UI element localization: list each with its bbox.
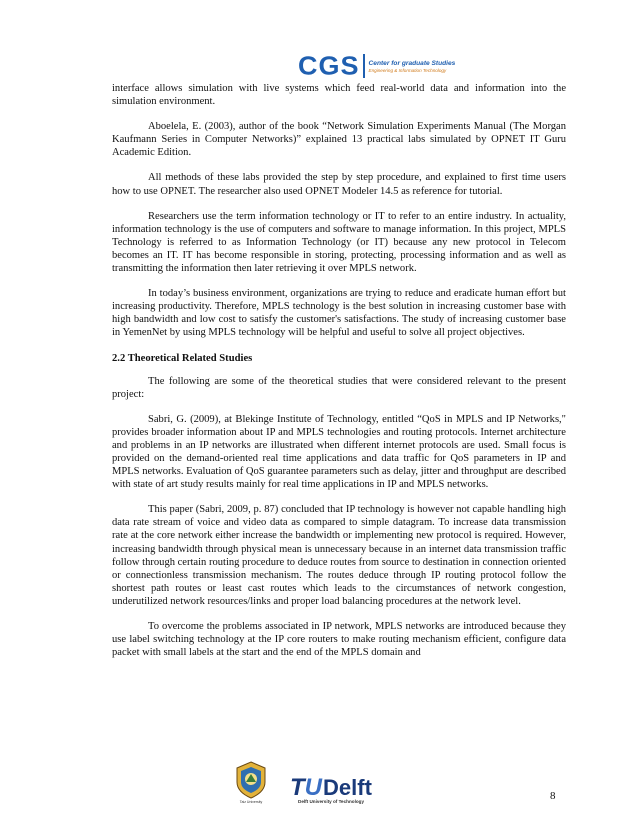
tudelft-logo: [290, 774, 372, 804]
cgs-logo: [298, 52, 455, 80]
paragraph-8: This paper (Sabri, 2009, p. 87) concluded that IP technology is however not capable handling high data rate stream of voice and video data as compared to simple datagram. To increase data transmission rate at the core network either increase the bandwidth or implementing new protocol is required. However, increasing bandwidth through physical mean is unnecessary because in an internet data transmission traffic follow through certain routing procedure to deduce routes from source to destination in connection oriented or connectionless transmission mechanism. The routes deduce through IP routing protocol follow the shortest path routes or least cast routes which leads to the circumstances of network congestion, underutilized network resources/links and proper load balancing procedures at the network level.: [112, 504, 566, 607]
cgs-logo-subtitle: [369, 59, 456, 74]
paragraph-2: Aboelela, E. (2003), author of the book “Network Simulation Experiments Manual (The Morgan Kaufmann Series in Computer Networks)” explained 13 practical labs simulated by OPNET IT Guru Academic Edition.: [112, 121, 566, 159]
cgs-logo-text: CGS: [298, 51, 360, 81]
body-text: [112, 82, 566, 671]
tudelft-wordmark: [290, 774, 372, 801]
tudelft-u-icon: U: [304, 774, 323, 801]
paragraph-3: All methods of these labs provided the step by step procedure, and explained to first time users how to use OPNET. The researcher also used OPNET Modeler 14.5 as reference for tutorial.: [112, 172, 566, 197]
taiz-emblem-icon: [232, 760, 270, 800]
taiz-caption: Taiz University: [239, 800, 263, 804]
section-heading: 2.2 Theoretical Related Studies: [112, 352, 253, 364]
paragraph-7: Sabri, G. (2009), at Blekinge Institute of Technology, entitled “QoS in MPLS and IP Networks," provides broader information about IP and MPLS technologies and routing protocols. Internet architecture and problems in an IP networks are illustrated when different internet protocols are used. Small focus is provided on the demand-oriented real time applications and data traffic for QoS parameters in IP and MPLS networks. Evaluation of QoS guarantee parameters such as delay, jitter and throughput are described with state of art study results mainly for real time applications in IP and MPLS networks.: [112, 413, 566, 491]
paragraph-6: The following are some of the theoretical studies that were considered relevant to the present project:: [112, 375, 566, 400]
paragraph-5: In today’s business environment, organizations are trying to reduce and eradicate human effort but increasing productivity. Therefore, MPLS technology is the best solution in increasing customer base with high bandwidth and low cost to satisfy the customer's satisfactions. The study of increasing customer base in YemenNet by using MPLS technology will be helpful and useful to solve all project objectives.: [112, 288, 566, 339]
paragraph-4: Researchers use the term information technology or IT to refer to an entire industry. In actuality, information technology is the use of computers and software to manage information. In this project, MPLS Technology is referred to as Information Technology (or IT) because any new protocol in Telecom becomes an IT. IT has become responsible in storing, protecting, processing information and as well as transmitting the information then later retrieving it over MPLS network.: [112, 210, 566, 275]
tudelft-word: Delft: [323, 775, 372, 800]
cgs-logo-line2: Engineering & Information Technology: [368, 67, 447, 73]
logo-divider: [363, 54, 365, 78]
paragraph-1: interface allows simulation with live systems which feed real-world data and information into the simulation environment.: [112, 83, 566, 108]
footer-logos: [232, 758, 372, 804]
cgs-logo-line1: Center for graduate Studies: [368, 59, 456, 67]
paragraph-9: To overcome the problems associated in IP network, MPLS networks are introduced because they use label switching technology at the IP core routers to make routing mechanism efficient, configure data packet with small labels at the start and the end of the MPLS domain and: [112, 621, 566, 659]
tudelft-subtitle: Delft University of Technology: [298, 799, 365, 804]
taiz-university-logo: [232, 760, 270, 804]
page-number: 8: [550, 790, 556, 802]
tudelft-t-icon: T: [290, 774, 305, 801]
